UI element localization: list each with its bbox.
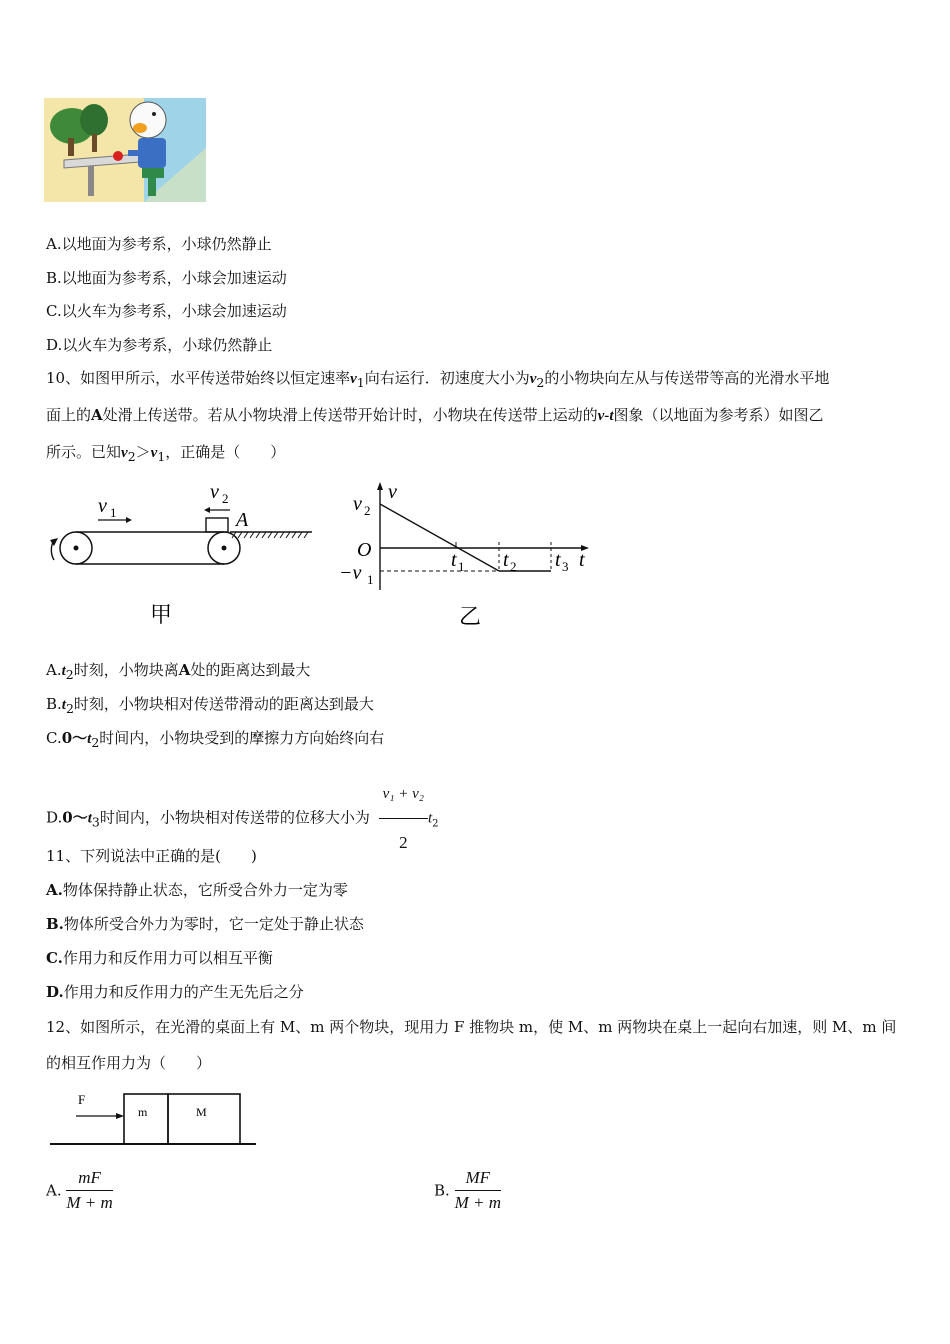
figure-jia-caption: 甲 — [150, 602, 173, 627]
vt-t2-sub: 2 — [510, 559, 517, 574]
q12-option-a-fraction: $\frac{mF}{M + m}$ — [66, 1168, 113, 1212]
q11-option-d: D.作用力和反作用力的产生无先后之分 — [46, 983, 304, 1001]
block-v2-sub: 2 — [222, 491, 229, 506]
q12-option-b-fraction: $\frac{MF}{M + m}$ — [454, 1168, 501, 1212]
belt-v1-label: v — [98, 495, 107, 517]
conveyor-belt-diagram — [40, 480, 320, 630]
q10-option-b: $B.t_2$时刻，小物块相对传送带滑动的距离达到最大 — [46, 695, 374, 716]
q11-option-c: C.作用力和反作用力可以相互平衡 — [46, 949, 273, 967]
blocks-force-diagram — [46, 1088, 260, 1150]
q9-option-a: A.以地面为参考系，小球仍然静止 — [46, 235, 272, 253]
q10-stem-line1: 10、如图甲所示，水平传送带始终以恒定速率$v_1$向右运行．初速度大小为$v_2$的小物块向左从与传送带等高的光滑水平地 — [46, 369, 830, 390]
relative-displacement-fraction: $\frac{\text{v₁ + v₂}}{2}$ — [379, 772, 428, 865]
vt-v-axis-label: v — [388, 481, 397, 503]
vt-t3-label: t — [555, 549, 561, 571]
q11-option-a: A.物体保持静止状态，它所受合外力一定为零 — [46, 881, 348, 899]
q11-option-b: B.物体所受合外力为零时，它一定处于静止状态 — [46, 915, 364, 933]
q10-stem-line2: 面上的A处滑上传送带。若从小物块滑上传送带开始计时，小物块在传送带上运动的v-t图象（以地面为参考系）如图乙 — [46, 406, 824, 424]
vt-neg-v1-label: −v — [339, 562, 362, 584]
block-m-label: m — [138, 1105, 148, 1119]
vt-v2-label: v — [353, 493, 362, 515]
vt-origin-label: O — [357, 539, 372, 561]
q10-option-a: $A.t_2$时刻，小物块离A处的距离达到最大 — [46, 661, 311, 682]
figure-yi-caption: 乙 — [459, 604, 482, 629]
q12-option-a: A. $\frac{mF}{M + m}$ — [46, 1168, 113, 1212]
vt-v2-sub: 2 — [364, 503, 371, 518]
q9-option-b: B.以地面为参考系，小球会加速运动 — [46, 269, 287, 287]
vt-t3-sub: 3 — [562, 559, 569, 574]
q10-option-c: $C.0\sim t_2$时间内，小物块受到的摩擦力方向始终向右 — [46, 729, 385, 750]
q9-option-d: D.以火车为参考系，小球仍然静止 — [46, 336, 273, 354]
vt-t1-label: t — [451, 549, 457, 571]
vt-t1-sub: 1 — [458, 559, 465, 574]
q10-option-d: $D.0\sim t_3$时间内，小物块相对传送带的位移大小为 $\frac{\text{v₁ + v₂}}{2}$ $t_2$ — [46, 772, 439, 865]
q9-option-c: C.以火车为参考系，小球会加速运动 — [46, 302, 287, 320]
block-v2-label: v — [210, 481, 219, 503]
q12-stem-line2: 的相互作用力为（ ） — [46, 1054, 212, 1072]
force-f-label: F — [78, 1092, 86, 1107]
vt-neg-v1-sub: 1 — [367, 572, 374, 587]
point-a-label: A — [236, 509, 249, 531]
q10-stem-line3: 所示。已知$v_2>v_1$，正确是（ ） — [46, 443, 286, 464]
belt-v1-sub: 1 — [110, 505, 117, 520]
cartoon-train-illustration — [44, 98, 206, 202]
vt-t-axis-label: t — [579, 549, 585, 571]
q12-stem-line1: 12、如图所示，在光滑的桌面上有 M、m 两个物块，现用力 F 推物块 m，使 M、m 两物块在桌上一起向右加速，则 M、m 间 — [46, 1018, 897, 1036]
q12-option-b: B. $\frac{MF}{M + m}$ — [434, 1168, 501, 1212]
q11-stem: 11、下列说法中正确的是( ) — [46, 847, 257, 865]
vt-t2-label: t — [503, 549, 509, 571]
block-big-m-label: M — [196, 1105, 207, 1119]
vt-line-descending — [380, 504, 499, 571]
vt-graph — [335, 478, 595, 630]
